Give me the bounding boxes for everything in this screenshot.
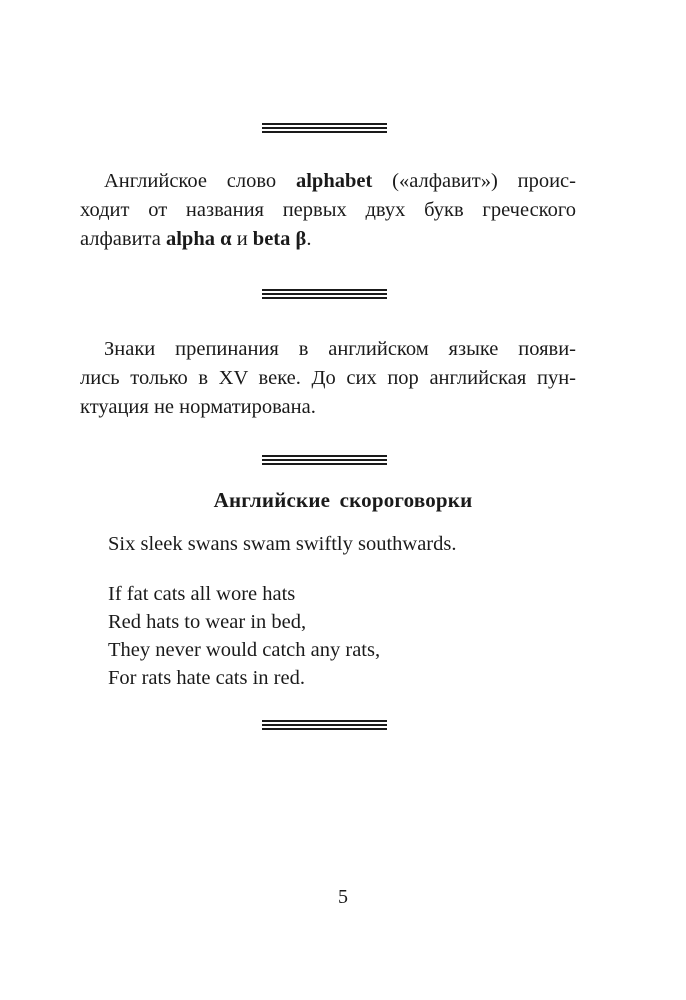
paragraph-line: лись только в XV веке. До сих пор английская пун-: [80, 367, 576, 389]
paragraph-alphabet: [80, 167, 576, 254]
paragraph-line: Знаки препинания в английском языке появи-: [104, 338, 576, 360]
term-alpha: alpha α: [165, 228, 232, 250]
ornamental-divider: [262, 720, 387, 730]
tongue-twister: [108, 530, 456, 558]
verse: [108, 580, 380, 692]
paragraph-line: ктуация не норматирована.: [80, 396, 316, 418]
paragraph-line: алфавита alpha α и beta β.: [80, 228, 312, 250]
term-alphabet: alphabet: [295, 170, 373, 192]
paragraph-punctuation: [80, 335, 576, 422]
verse-line: Red hats to wear in bed,: [108, 611, 307, 633]
ornamental-divider: [262, 123, 387, 133]
tongue-twister-line: Six sleek swans swam swiftly southwards.: [108, 533, 457, 555]
verse-line: If fat cats all wore hats: [108, 583, 296, 605]
section-title: Английские скороговорки: [213, 488, 473, 512]
ornamental-divider: [262, 455, 387, 465]
paragraph-line: ходит от названия первых двух букв греческого: [80, 199, 576, 221]
term-beta: beta β: [252, 228, 307, 250]
verse-line: They never would catch any rats,: [108, 639, 381, 661]
verse-line: For rats hate cats in red.: [108, 667, 305, 689]
paragraph-line: Английское слово alphabet («алфавит») проис-: [104, 170, 576, 192]
ornamental-divider: [262, 289, 387, 299]
page-number: 5: [338, 886, 348, 908]
